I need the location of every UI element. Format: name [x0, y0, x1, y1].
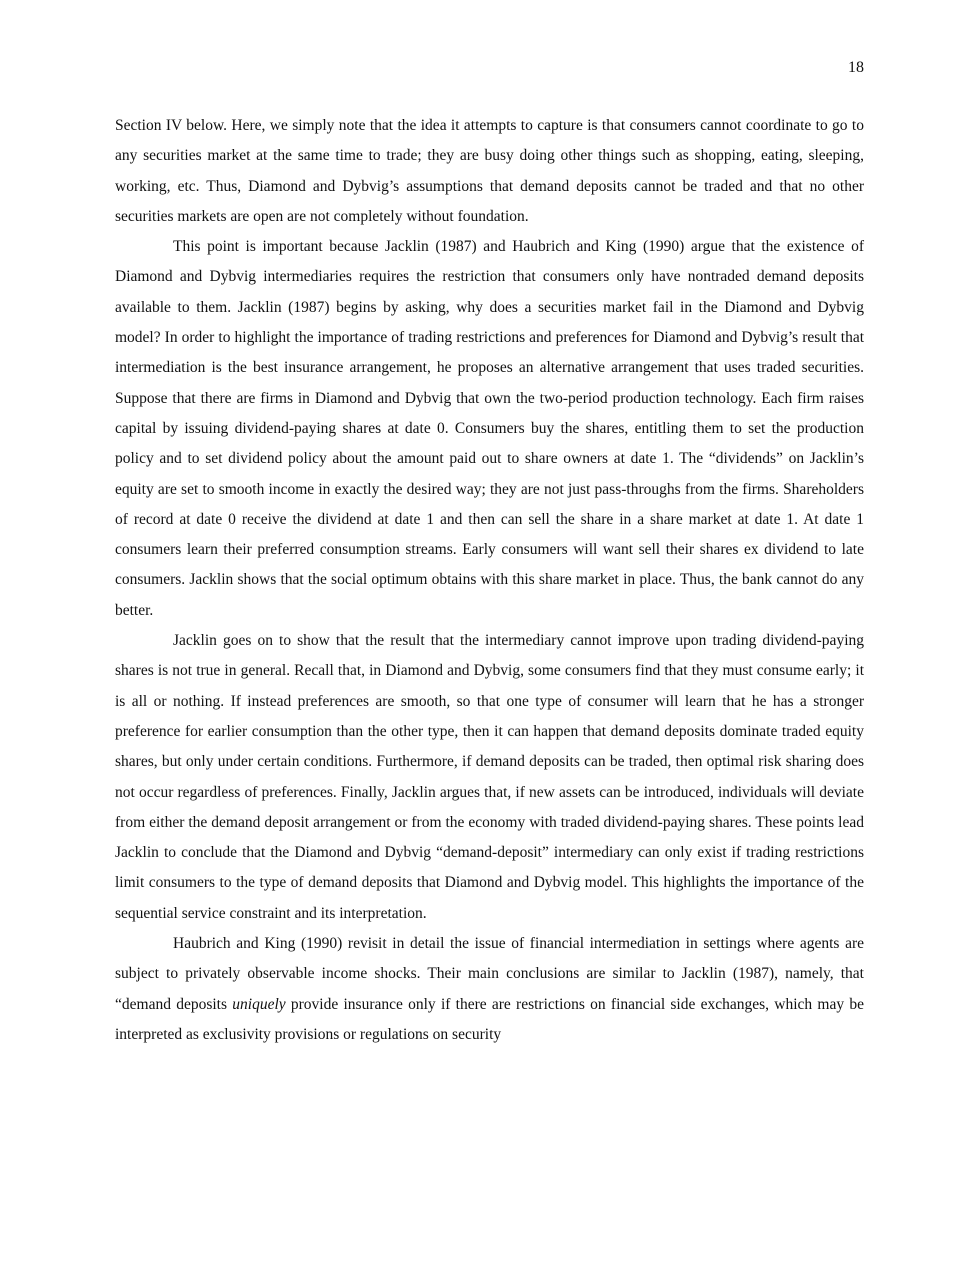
paragraph-3: Jacklin goes on to show that the result that the intermediary cannot improve upon trading dividend-paying shares is not true in general. Recall that, in Diamond and Dybvig, some consumers find that they must consume early; it is all or nothing. If instead preferences are smooth, so that one type of consumer will learn that he has a stronger preference for earlier consumption than the other type, then it can happen that demand deposits dominate traded equity shares, but only under certain conditions. Furthermore, if demand deposits can be traded, then optimal risk sharing does not occur regardless of preferences. Finally, Jacklin argues that, if new assets can be introduced, individuals will deviate from either the demand deposit arrangement or from the economy with traded dividend-paying shares. These points lead Jacklin to conclude that the Diamond and Dybvig “demand-deposit” intermediary can only exist if trading restrictions limit consumers to the type of demand deposits that Diamond and Dybvig model. This highlights the importance of the sequential service constraint and its interpretation. — [115, 632, 864, 922]
paragraph-1: Section IV below. Here, we simply note that the idea it attempts to capture is that consumers cannot coordinate to go to any securities market at the same time to trade; they are busy doing other things such as shopping, eating, sleeping, working, etc. Thus, Diamond and Dybvig’s assumptions that demand deposits cannot be traded and that no other securities markets are open are not completely without foundation. — [115, 117, 864, 225]
paragraph-4 — [115, 929, 864, 1050]
page-number: 18 — [848, 59, 864, 76]
paragraph-4-text-after: provide insurance only if there are restrictions on financial side exchanges, which may be interpreted as exclusivity provisions or regulations on security — [115, 995, 864, 1043]
body-text — [115, 111, 864, 1050]
paragraph-4-emphasis: uniquely — [232, 995, 286, 1013]
paragraph-2: This point is important because Jacklin (1987) and Haubrich and King (1990) argue that the existence of Diamond and Dybvig intermediaries requires the restriction that consumers only have nontraded demand deposits available to them. Jacklin (1987) begins by asking, why does a securities market fail in the Diamond and Dybvig model? In order to highlight the importance of trading restrictions and preferences for Diamond and Dybvig’s result that intermediation is the best insurance arrangement, he proposes an alternative arrangement that uses traded securities. Suppose that there are firms in Diamond and Dybvig that own the two-period production technology. Each firm raises capital by issuing dividend-paying shares at date 0. Consumers buy the shares, entitling them to set the production policy and to set dividend policy about the amount paid out to share owners at date 1. The “dividends” on Jacklin’s equity are set to smooth income in exactly the desired way; they are not just pass-throughs from the firms. Shareholders of record at date 0 receive the dividend at date 1 and then can sell the share in a share market at date 1. At date 1 consumers learn their preferred consumption streams. Early consumers will want sell their shares ex dividend to late consumers. Jacklin shows that the social optimum obtains with this share market in place. Thus, the bank cannot do any better. — [115, 238, 864, 619]
paragraph-4-text-before: Haubrich and King (1990) revisit in detail the issue of financial intermediation in settings where agents are subject to privately observable income shocks. Their main conclusions are similar to Jacklin (1987), namely, that “demand deposits — [115, 935, 864, 1013]
